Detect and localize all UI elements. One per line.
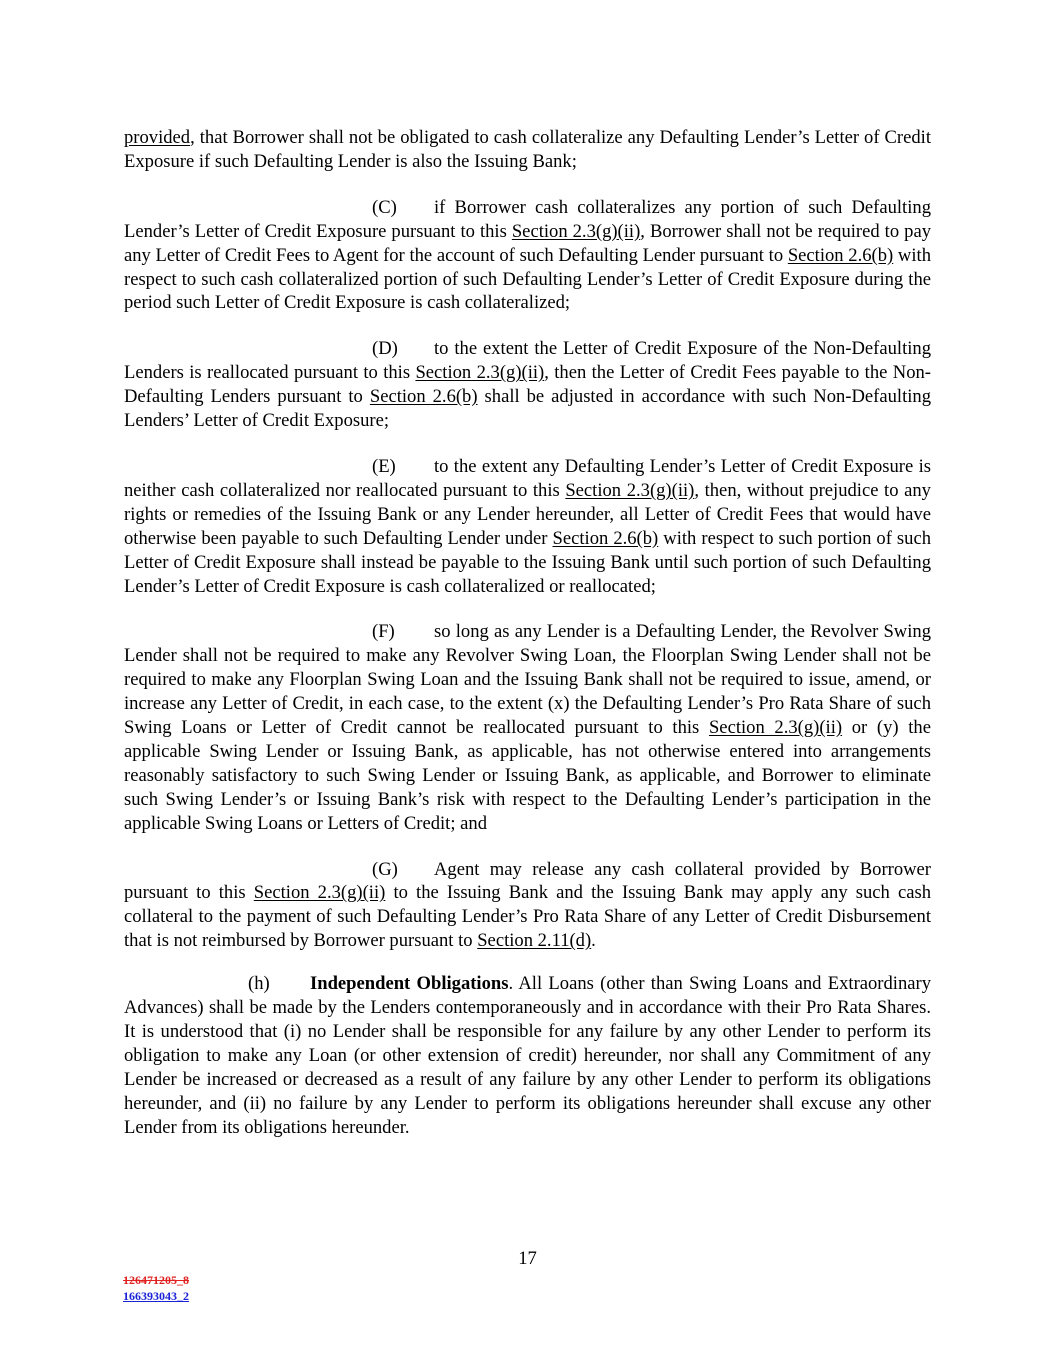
- paragraph-h: (h) Independent Obligations. All Loans (other than Swing Loans and Extraordinary Advances) shall be made by the Lenders contemporaneously and in accordance with their Pro Rata Shares. It is understood that (i) no Lender shall be responsible for any failure by any other Lender to perform its obligation to make any Loan (or other extension of credit) hereunder, nor shall any Commitment of any Lender be increased or decreased as a result of any failure by any other Lender to perform its obligations hereunder, and (ii) no failure by any Lender to perform its obligations hereunder shall excuse any other Lender from its obligations hereunder.: [124, 973, 932, 1138]
- clause-label-h: (h): [248, 973, 270, 995]
- document-ids: [123, 1272, 189, 1304]
- clause-label-C: (C): [372, 196, 397, 218]
- section-reference: Section 2.3(g)(ii): [415, 362, 545, 384]
- section-reference: Section 2.6(b): [787, 244, 894, 266]
- paragraph-E: (E) to the extent any Defaulting Lender’s Letter of Credit Exposure is neither cash collateralized nor reallocated pursuant to this Section 2.3(g)(ii), then, without prejudice to any rights or remedies of the Issuing Bank or any Lender hereunder, all Letter of Credit Fees that would have otherwise been payable to such Defaulting Lender under Section 2.6(b) with respect to such portion of such Letter of Credit Exposure shall instead be payable to the Issuing Bank until such portion of such Defaulting Lender’s Letter of Credit Exposure is cash collateralized or reallocated;: [124, 455, 932, 597]
- section-reference: Section 2.3(g)(ii): [565, 479, 695, 501]
- clause-label-G: (G): [372, 858, 398, 880]
- paragraph-provided: provided, that Borrower shall not be obligated to cash collateralize any Defaulting Lender’s Letter of Credit Exposure if such Defaulting Lender is also the Issuing Bank;: [124, 127, 931, 172]
- section-reference: Section 2.6(b): [369, 386, 478, 408]
- section-reference: Section 2.3(g)(ii): [253, 882, 386, 904]
- section-reference: Section 2.6(b): [552, 527, 659, 549]
- paragraph-F: (F) so long as any Lender is a Defaulting Lender, the Revolver Swing Lender shall not be required to make any Revolver Swing Loan, the Floorplan Swing Lender shall not be required to make any Floorplan Swing Loan and the Issuing Bank shall not be required to issue, amend, or increase any Letter of Credit, in each case, to the extent (x) the Defaulting Lender’s Pro Rata Share of such Swing Loans or Letter of Credit cannot be reallocated pursuant to this Section 2.3(g)(ii) or (y) the applicable Swing Lender or Issuing Bank, as applicable, has not otherwise entered into arrangements reasonably satisfactory to such Swing Lender or Issuing Bank, as applicable, and Borrower to eliminate such Swing Lender’s or Issuing Bank’s risk with respect to the Defaulting Lender’s participation in the applicable Swing Loans or Letters of Credit; and: [124, 621, 931, 834]
- clause-label-D: (D): [372, 338, 398, 360]
- paragraph-C: (C) if Borrower cash collateralizes any portion of such Defaulting Lender’s Letter of Credit Exposure pursuant to this Section 2.3(g)(ii), Borrower shall not be required to pay any Letter of Credit Fees to Agent for the account of such Defaulting Lender pursuant to Section 2.6(b) with respect to such cash collateralized portion of such Defaulting Lender’s Letter of Credit Exposure during the period such Letter of Credit Exposure is cash collateralized;: [124, 196, 932, 314]
- clause-label-F: (F): [372, 621, 395, 643]
- document-body: [124, 126, 931, 1140]
- section-heading: Independent Obligations: [310, 973, 509, 995]
- clause-label-E: (E): [372, 455, 396, 477]
- section-reference: Section 2.11(d): [477, 930, 592, 952]
- paragraph-D: (D) to the extent the Letter of Credit Exposure of the Non-Defaulting Lenders is reallocated pursuant to this Section 2.3(g)(ii), then the Letter of Credit Fees payable to the Non-Defaulting Lenders pursuant to Section 2.6(b) shall be adjusted in accordance with such Non-Defaulting Lenders’ Letter of Credit Exposure;: [124, 338, 932, 432]
- paragraph-G: (G) Agent may release any cash collateral provided by Borrower pursuant to this Section 2.3(g)(ii) to the Issuing Bank and the Issuing Bank may apply any such cash collateral to the payment of such Defaulting Lender’s Pro Rata Share of any Letter of Credit Disbursement that is not reimbursed by Borrower pursuant to Section 2.11(d).: [124, 858, 931, 952]
- doc-id-inserted: 166393043_2: [123, 1289, 189, 1303]
- section-reference: Section 2.3(g)(ii): [511, 220, 641, 242]
- doc-id-deleted: 126471205_8: [123, 1273, 189, 1287]
- defined-term-provided: provided: [124, 127, 191, 148]
- page-number: 17: [518, 1248, 537, 1269]
- section-reference: Section 2.3(g)(ii): [708, 717, 843, 739]
